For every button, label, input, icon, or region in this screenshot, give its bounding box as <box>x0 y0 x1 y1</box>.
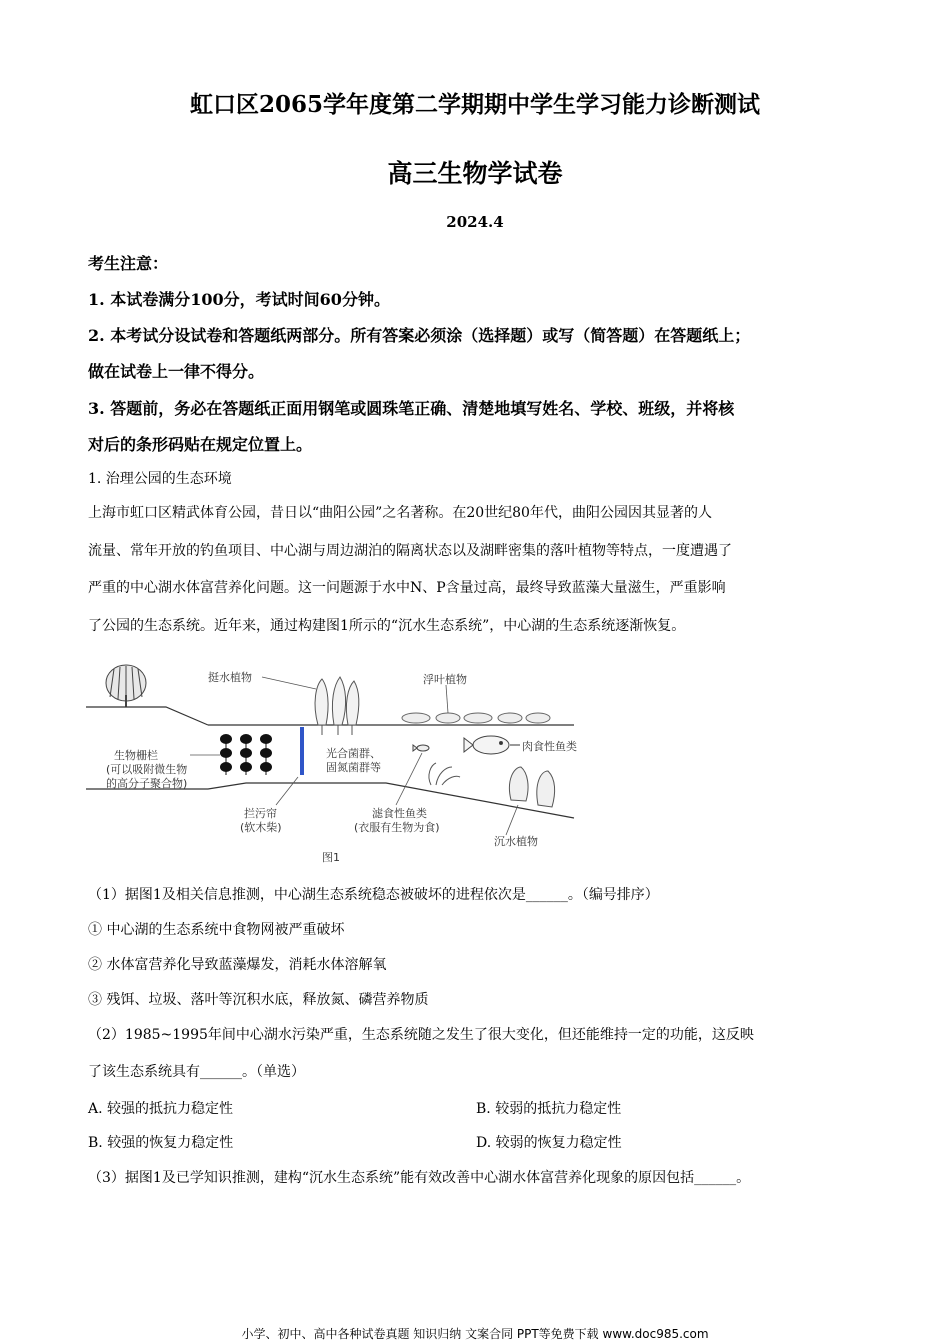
emergent-plant-icon <box>315 677 359 735</box>
q2-option-c: B. 较强的恢复力稳定性 <box>88 1135 234 1151</box>
exam-date: 2024.4 <box>446 213 504 231</box>
label-curtain: 拦污帘 <box>244 807 277 820</box>
willow-tree-icon <box>106 665 146 707</box>
lake-bank <box>86 707 208 725</box>
label-bacteria: 光合菌群、 <box>326 747 381 760</box>
label-carnivorous-fish: 肉食性鱼类 <box>522 740 577 753</box>
submerged-plant-icon <box>429 763 555 807</box>
q1-option-1: ① 中心湖的生态系统中食物网被严重破坏 <box>88 922 345 938</box>
figure-caption: 图1 <box>322 851 340 864</box>
question-2: （2）1985~1995年间中心湖水污染严重，生态系统随之发生了很大变化，但还能维持一定的功能，这反映 <box>88 1027 754 1043</box>
notice-item-3-cont: 对后的条形码贴在规定位置上。 <box>88 435 313 454</box>
label-filter-fish: 滤食性鱼类 <box>372 807 427 820</box>
label-bio-fence: 生物栅栏 <box>114 749 158 762</box>
paragraph-line: 流量、常年开放的钓鱼项目、中心湖与周边湖泊的隔离状态以及湖畔密集的落叶植物等特点，一度遭遇了 <box>88 543 732 559</box>
label-floating-plants: 浮叶植物 <box>423 673 467 686</box>
notice-heading: 考生注意： <box>88 254 169 273</box>
question-3: （3）据图1及已学知识推测，建构“沉水生态系统”能有效改善中心湖水体富营养化现象的原因包括______。 <box>88 1170 751 1186</box>
q2-option-b: B. 较弱的抵抗力稳定性 <box>476 1101 622 1117</box>
exam-subtitle: 高三生物学试卷 <box>387 159 563 188</box>
question-2-cont: 了该生态系统具有______。（单选） <box>88 1064 305 1080</box>
label-emergent-plants: 挺水植物 <box>208 671 252 684</box>
paragraph-line: 上海市虹口区精武体育公园，昔日以“曲阳公园”之名著称。在20世纪80年代，曲阳公园因其显著的人 <box>88 505 712 521</box>
notice-item-2-cont: 做在试卷上一律不得分。 <box>88 362 265 381</box>
q2-option-d: D. 较弱的恢复力稳定性 <box>476 1135 622 1151</box>
bio-fence <box>220 734 272 775</box>
section-title: 1. 治理公园的生态环境 <box>88 471 232 487</box>
notice-item-3: 3. 答题前，务必在答题纸正面用钢笔或圆珠笔正确、清楚地填写姓名、学校、班级，并将核 <box>88 399 735 418</box>
label-submerged-plants: 沉水植物 <box>494 835 538 848</box>
floating-plant-icon <box>402 713 550 723</box>
filter-fish-icon <box>413 745 429 751</box>
q1-option-3: ③ 残饵、垃圾、落叶等沉积水底，释放氮、磷营养物质 <box>88 992 429 1008</box>
label-bio-fence-desc-2: 的高分子聚合物) <box>106 777 188 790</box>
q2-option-a: A. 较强的抵抗力稳定性 <box>88 1101 234 1117</box>
label-filter-fish-desc: (衣服有生物为食) <box>354 821 440 834</box>
carnivorous-fish-icon <box>464 736 520 754</box>
exam-title: 虹口区2065学年度第二学期期中学生学习能力诊断测试 <box>189 91 760 118</box>
paragraph-line: 了公园的生态系统。近年来，通过构建图1所示的“沉水生态系统”，中心湖的生态系统逐渐恢复。 <box>88 618 686 634</box>
q1-option-2: ② 水体富营养化导致蓝藻爆发，消耗水体溶解氧 <box>88 957 387 973</box>
question-1: （1）据图1及相关信息推测，中心湖生态系统稳态被破坏的进程依次是______。（编号排序） <box>88 887 659 903</box>
notice-item-2: 2. 本考试分设试卷和答题纸两部分。所有答案必须涂（选择题）或写（简答题）在答题纸上； <box>88 326 751 345</box>
label-bio-fence-desc: (可以吸附微生物 <box>106 763 188 776</box>
label-curtain-desc: (软木柴) <box>240 821 282 834</box>
figure-1-diagram <box>86 655 586 870</box>
label-bacteria-2: 固氮菌群等 <box>326 761 381 774</box>
notice-item-1: 1. 本试卷满分100分，考试时间60分钟。 <box>88 290 390 309</box>
paragraph-line: 严重的中心湖水体富营养化问题。这一问题源于水中N、P含量过高，最终导致蓝藻大量滋生，严重影响 <box>88 580 726 596</box>
page-footer: 小学、初中、高中各种试卷真题 知识归纳 文案合同 PPT等免费下载 www.doc985.com <box>241 1327 709 1341</box>
